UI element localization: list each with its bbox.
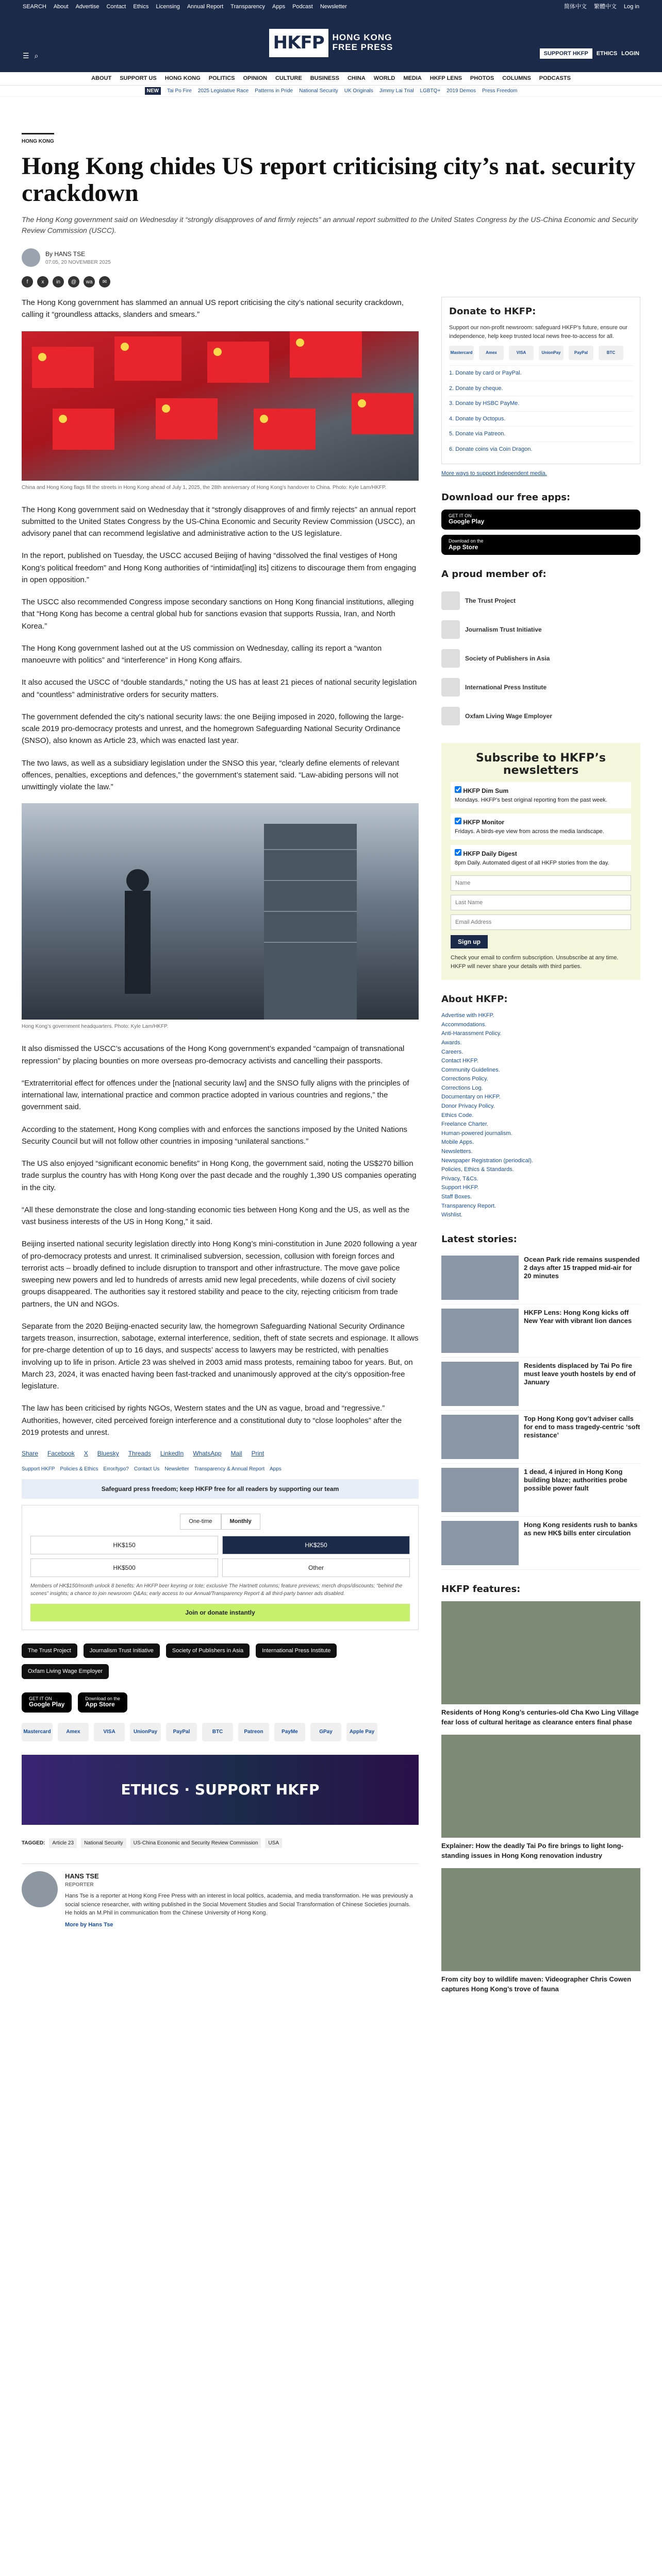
author-name[interactable]: HANS TSE [65, 1872, 99, 1880]
site-logo[interactable] [269, 29, 393, 57]
more-by-author-link[interactable]: More by Hans Tse [65, 1921, 113, 1928]
latest-stories [441, 1251, 640, 1570]
author-photo[interactable] [22, 1871, 58, 1907]
newsletter-option[interactable] [451, 782, 631, 808]
sidebar-app-store-badge[interactable] [441, 535, 640, 555]
publish-date: 07:05, 20 NOVEMBER 2025 [45, 259, 111, 265]
name-input[interactable] [451, 875, 631, 891]
payment-logo: VISA [94, 1723, 125, 1741]
newsletter-desc: Fridays. A birds-eye view from across the media landscape. [455, 828, 604, 835]
support-link[interactable]: Apps [269, 1466, 282, 1472]
about-link[interactable]: Staff Boxes. [441, 1194, 472, 1200]
about-link[interactable]: Newsletters. [441, 1148, 473, 1155]
member-name: Society of Publishers in Asia [465, 654, 550, 662]
newsletter-title: Subscribe to HKFP’s newsletters [475, 751, 606, 777]
share-link[interactable]: WhatsApp [193, 1450, 222, 1458]
about-link[interactable]: Freelance Charter. [441, 1121, 489, 1128]
about-link[interactable]: Accommodations. [441, 1021, 487, 1028]
store-small-label: Download on the [85, 1696, 120, 1701]
newsletter-option[interactable] [451, 814, 631, 840]
member-logo-icon [441, 678, 460, 697]
nav-item[interactable]: CHINA [347, 75, 366, 82]
payment-logo: Apple Pay [346, 1723, 377, 1741]
share-link[interactable]: Print [251, 1450, 264, 1458]
payment-logo: PayMe [274, 1723, 305, 1741]
utility-link[interactable]: About [53, 3, 69, 10]
nav-item[interactable]: WORLD [373, 75, 395, 82]
photo-caption: Hong Kong’s government headquarters. Photo: Kyle Lam/HKFP. [22, 1024, 169, 1030]
paragraph: The two laws, as well as a subsidiary legislation under the SNSO this year, “clearly define elements of relevant offences, penalties, exceptions and defences,” the government’s statement said. “Law-abiding persons will not unwittingly violate the law.” [22, 758, 400, 792]
share-icon[interactable]: ✉ [99, 276, 110, 287]
join-donate-button[interactable]: Join or donate instantly [30, 1604, 410, 1621]
about-link[interactable]: Transparency Report. [441, 1202, 496, 1209]
share-link[interactable]: Bluesky [97, 1450, 119, 1458]
story-thumbnail[interactable] [441, 1521, 519, 1565]
sidebar [441, 297, 640, 2002]
about-link[interactable]: Donor Privacy Policy. [441, 1103, 495, 1110]
newsletter-option[interactable] [451, 845, 631, 871]
amount-option[interactable]: HK$500 [30, 1558, 218, 1577]
member-badge[interactable]: Oxfam Living Wage Employer [22, 1664, 109, 1679]
amount-option[interactable]: Other [222, 1558, 410, 1577]
utility-links-left [23, 3, 347, 11]
paragraph: Beijing inserted national security legislation directly into Hong Kong’s mini-constitution in June 2020 following a year of pro-democracy protests and unrest. It criminalised subversion, secession, collusion with foreign forces and terrorist acts – broadly defined to include disruption to transport and other infrastructure. The move gave police sweeping new powers and led to hundreds of arrests amid new legal precedents, while dozens of civil society groups disappeared. The authorities say it restored stability and peace to the city, rejecting criticism from trade partners, the UN and NGOs. [22, 1240, 417, 1309]
utility-link[interactable]: SEARCH [23, 3, 46, 10]
sidebar-member-list [441, 586, 640, 731]
member-badge[interactable]: International Press Institute [256, 1643, 337, 1658]
feature-image[interactable] [441, 1735, 640, 1838]
section-label[interactable]: HONG KONG [22, 133, 54, 145]
newsletter-option-label [455, 820, 504, 826]
utility-link[interactable]: 简体中文 [564, 3, 587, 10]
utility-link[interactable]: 繁體中文 [594, 3, 617, 10]
flags-illustration [22, 331, 419, 481]
member-name: The Trust Project [465, 597, 516, 604]
amount-option[interactable]: HK$150 [30, 1536, 218, 1554]
newsletter-name: HKFP Monitor [461, 819, 505, 826]
email-input[interactable] [451, 914, 631, 930]
main-nav [0, 72, 662, 86]
sidebar-member[interactable] [441, 702, 640, 731]
support-link[interactable]: Policies & Ethics [60, 1466, 98, 1472]
share-icons [22, 276, 640, 287]
support-hkfp-button[interactable]: SUPPORT HKFP [540, 48, 592, 59]
about-links [441, 1011, 640, 1220]
subnav-link[interactable]: 2025 Legislative Race [197, 88, 249, 94]
story-thumbnail[interactable] [441, 1256, 519, 1300]
login-link[interactable]: LOGIN [621, 50, 639, 57]
store-name: App Store [85, 1701, 115, 1708]
share-icon[interactable]: in [53, 276, 64, 287]
about-link[interactable]: Advertise with HKFP. [441, 1012, 494, 1019]
feature-story[interactable] [441, 1868, 640, 1994]
story-thumbnail[interactable] [441, 1309, 519, 1353]
utility-bar [0, 0, 662, 13]
app-store-badge[interactable] [22, 1692, 72, 1713]
flags-photo [22, 331, 419, 481]
sidebar-member[interactable] [441, 673, 640, 702]
payment-logo: Mastercard [22, 1723, 53, 1741]
store-name: App Store [449, 543, 478, 551]
subnav-link[interactable]: 2019 Demos [446, 88, 476, 94]
subnav-link[interactable]: National Security [299, 88, 338, 94]
payment-logo: PayPal [569, 346, 593, 360]
about-link[interactable]: Ethics Code. [441, 1112, 474, 1118]
story-thumbnail[interactable] [441, 1415, 519, 1459]
nav-item[interactable]: PHOTOS [470, 75, 494, 82]
subnav-link[interactable]: Jimmy Lai Trial [379, 88, 414, 94]
payment-logo: VISA [509, 346, 534, 360]
about-link[interactable]: Corrections Policy. [441, 1076, 488, 1082]
paragraph: “Extraterritorial effect for offences under the [national security law] and the SNSO fully aligns with the principles of international law, international practice and common practice adopted in various countries and regions,” the government said. [22, 1078, 409, 1112]
store-name: Google Play [29, 1701, 65, 1708]
payment-logo: PayPal [166, 1723, 197, 1741]
about-link[interactable]: Privacy, T&Cs. [441, 1175, 478, 1182]
payment-logo: Amex [58, 1723, 89, 1741]
search-icon[interactable]: ⌕ [34, 52, 39, 60]
share-link[interactable]: Facebook [47, 1450, 75, 1458]
nav-item[interactable]: POLITICS [208, 75, 235, 82]
logo-line-2: FREE PRESS [332, 42, 393, 52]
feature-story[interactable] [441, 1735, 640, 1861]
tags-row [22, 1838, 419, 1848]
author-byline[interactable]: By HANS TSE [45, 250, 86, 258]
newsletter-name: HKFP Daily Digest [461, 850, 517, 858]
newsletter-checkbox[interactable] [455, 849, 461, 856]
share-icon[interactable]: wa [84, 276, 95, 287]
ethics-link[interactable]: ETHICS [596, 50, 618, 57]
newsletter-name: HKFP Dim Sum [461, 787, 509, 795]
utility-link[interactable]: Newsletter [320, 3, 347, 10]
tag-link[interactable]: Article 23 [49, 1838, 77, 1848]
member-badge[interactable]: The Trust Project [22, 1643, 77, 1658]
apps-heading: Download our free apps: [441, 492, 571, 503]
last-name-input[interactable] [451, 895, 631, 910]
support-link[interactable]: Contact Us [134, 1466, 160, 1472]
donate-text: Support our non-profit newsroom: safeguard HKFP’s future, ensure our independence, help keep trusted local news free-to-access for all. [449, 325, 627, 340]
subnav-link[interactable]: LGBTQ+ [420, 88, 441, 94]
amount-option[interactable]: HK$250 [222, 1536, 410, 1554]
payment-logo: BTC [599, 346, 623, 360]
feature-title[interactable]: Residents of Hong Kong’s centuries-old Cha Kwo Ling Village fear loss of cultural heritage as clearance enters final phase [441, 1708, 639, 1726]
article-body [22, 297, 419, 2002]
author-role: REPORTER [65, 1882, 94, 1888]
logo-mark: HKFP [269, 29, 328, 57]
payment-logo: Amex [479, 346, 504, 360]
paragraph: The USCC also recommended Congress impose secondary sanctions on Hong Kong financial institutions, alleging that “Hong Kong has become a central global hub for sanctions evasion that supports Russia, Iran, and North Korea.” [22, 598, 414, 631]
article-title: Hong Kong chides US report criticising city’s nat. security crackdown [22, 152, 636, 207]
member-badge[interactable]: Journalism Trust Initiative [84, 1643, 160, 1658]
support-link[interactable]: Newsletter [164, 1466, 189, 1472]
share-link[interactable]: LinkedIn [160, 1450, 184, 1458]
share-icon[interactable]: x [37, 276, 48, 287]
member-badges [22, 1643, 419, 1679]
story-title[interactable]: Hong Kong residents rush to banks as new HK$ bills enter circulation [524, 1520, 638, 1537]
utility-links-right [564, 3, 639, 11]
share-link[interactable]: X [84, 1450, 88, 1458]
nav-item[interactable]: PODCASTS [539, 75, 571, 82]
author-avatar[interactable] [22, 248, 40, 267]
newsletter-desc: Mondays. HKFP’s best original reporting from the past week. [455, 796, 607, 803]
utility-link[interactable]: Annual Report [187, 3, 224, 10]
tag-link[interactable]: US-China Economic and Security Review Commission [130, 1838, 261, 1848]
paragraph: The Hong Kong government said on Wednesday that it “strongly disapproves of and firmly rejects” an annual report submitted to the United States Congress by the US-China Economic and Security Review Commission (USCC), an advisory panel that can recommend legislative and administrative action to the US legislature. [22, 505, 416, 538]
donate-note: Members of HK$150/month unlock 8 benefits: An HKFP beer keyring or tote; exclusive The Hartnett columns; feature previews; merch drops/discounts; “behind the scenes” insights; a chance to join newsroom Q&As; early access to our Annual/Transparency Report & all third-party banner ads disabled. [30, 1583, 403, 1597]
store-small-label: GET IT ON [29, 1696, 52, 1701]
donate-option[interactable]: 6. Donate coins via Coin Dragon. [449, 442, 633, 457]
sidebar-payment-methods [449, 346, 633, 360]
article-lede: The Hong Kong government said on Wednesday it “strongly disapproves of and firmly rejects” an annual report submitted to the United States Congress by the US-China Economic and Security Review Commission (USCC). [22, 215, 638, 235]
support-links [22, 1465, 419, 1473]
payment-logo: Mastercard [449, 346, 474, 360]
nav-item[interactable]: MEDIA [403, 75, 422, 82]
payment-logo: UnionPay [130, 1723, 161, 1741]
about-heading: About HKFP: [441, 994, 508, 1005]
payment-logo: BTC [202, 1723, 233, 1741]
donate-option[interactable]: 5. Donate via Patreon. [449, 426, 633, 442]
building-illustration [22, 803, 419, 1020]
member-logo-icon [441, 620, 460, 639]
subnav-link[interactable]: Patterns in Pride [255, 88, 293, 94]
utility-link[interactable]: Contact [106, 3, 126, 10]
payment-methods [22, 1723, 419, 1741]
support-link[interactable]: Transparency & Annual Report [194, 1466, 264, 1472]
app-store-badges [22, 1692, 419, 1713]
donate-options [449, 365, 633, 456]
newsletter-options [451, 782, 631, 871]
utility-link[interactable]: Advertise [75, 3, 100, 10]
new-badge: NEW [145, 87, 161, 95]
about-link[interactable]: Careers. [441, 1048, 464, 1055]
safeguard-banner[interactable]: Safeguard press freedom; keep HKFP free for all readers by supporting our team [22, 1479, 419, 1499]
menu-icon[interactable]: ☰ [23, 52, 29, 60]
story-title[interactable]: Ocean Park ride remains suspended 2 days after 15 trapped mid-air for 20 minutes [524, 1255, 640, 1280]
share-icon[interactable]: f [22, 276, 33, 287]
feature-title[interactable]: From city boy to wildlife maven: Videographer Chris Cowen captures Hong Kong’s trove of fauna [441, 1975, 632, 1993]
subnav-link[interactable]: UK Originals [344, 88, 373, 94]
donate-option[interactable]: 3. Donate by HSBC PayMe. [449, 396, 633, 411]
site-header [0, 13, 662, 72]
story-thumbnail[interactable] [441, 1468, 519, 1512]
sidebar-member[interactable] [441, 586, 640, 615]
latest-heading: Latest stories: [441, 1233, 517, 1245]
features-heading: HKFP features: [441, 1583, 521, 1595]
paragraph: “All these demonstrate the close and long-standing economic ties between Hong Kong and the US, as well as the vast business interests of the US in Hong Kong,” it said. [22, 1205, 410, 1227]
utility-link[interactable]: Ethics [133, 3, 149, 10]
story-thumbnail[interactable] [441, 1362, 519, 1406]
paragraph: The US also enjoyed “significant economic benefits” in Hong Kong, the government said, noting the US$270 billion trade surplus the country has with Hong Kong over the past decade and the roughly 1,390 US companies operating in the city. [22, 1159, 417, 1192]
paragraph: The Hong Kong government lashed out at the US commission on Wednesday, calling its report a “wanton manoeuvre with politics” and “interference” in Hong Kong affairs. [22, 643, 382, 665]
amount-options [30, 1536, 410, 1577]
promo-banner[interactable]: ETHICS · SUPPORT HKFP [22, 1755, 419, 1825]
author-card [22, 1863, 419, 1929]
sidebar-member[interactable] [441, 644, 640, 673]
feature-image[interactable] [441, 1868, 640, 1971]
utility-link[interactable]: Podcast [292, 3, 313, 10]
newsletter-option-label [455, 788, 508, 794]
paragraph: The government defended the city’s national security laws: the one Beijing imposed in 2020, following the large-scale 2019 pro-democracy protests and unrest, and the homegrown Safeguarding National Security Ordinance (SNSO), also known as Article 23, which was enacted last year. [22, 712, 404, 745]
member-logo-icon [441, 591, 460, 610]
about-link[interactable]: Community Guidelines. [441, 1066, 500, 1073]
logo-line-1: HONG KONG [332, 32, 392, 43]
author-bio: Hans Tse is a reporter at Hong Kong Free Press with an interest in local politics, academia, and media transformation. He was previously a social science researcher, with writing published in the Social Movement Studies and Social Transformation of Chinese Societies journals. He holds an M.Phil in communication from the Chinese University of Hong Kong. [65, 1893, 413, 1917]
nav-item[interactable]: OPINION [243, 75, 267, 82]
donate-option[interactable]: 1. Donate by card or PayPal. [449, 365, 633, 381]
sidebar-app-store-badge[interactable] [441, 510, 640, 530]
nav-item[interactable]: HONG KONG [164, 75, 201, 82]
nav-item[interactable]: SUPPORT US [120, 75, 157, 82]
nav-item[interactable]: BUSINESS [310, 75, 339, 82]
share-icon[interactable]: @ [68, 276, 79, 287]
app-store-badge[interactable] [78, 1692, 127, 1713]
newsletter-checkbox[interactable] [455, 786, 461, 793]
tag-list [49, 1838, 282, 1848]
story-title[interactable]: Residents displaced by Tai Po fire must leave youth hostels by end of January [524, 1361, 636, 1386]
feature-story[interactable] [441, 1601, 640, 1727]
sidebar-app-badges [441, 510, 640, 555]
feature-image[interactable] [441, 1601, 640, 1704]
store-small-label: GET IT ON [449, 513, 472, 518]
paragraph: According to the statement, Hong Kong complies with and enforces the sanctions imposed by the United Nations Security Council but will not follow other countries in imposing “unilateral sanctions.” [22, 1125, 407, 1146]
donate-heading: Donate to HKFP: [449, 306, 536, 317]
paragraph: Separate from the 2020 Beijing-enacted security law, the homegrown Safeguarding National Security Ordinance targets treason, insurrection, sabotage, external interference, sedition, theft of state secrets and espionage. It allows for pre-charge detention of up to 16 days, and suspects’ access to lawyers may be restricted, with penalties involving up to life in prison. Article 23 was shelved in 2003 amid mass protests, remaining taboo for years. But, on March 23, 2024, it was enacted having been fast-tracked and unanimously approved at the city’s opposition-free legislature. [22, 1321, 419, 1391]
government-hq-photo [22, 803, 419, 1020]
newsletter-note: Check your email to confirm subscription. Unsubscribe at any time. HKFP will never share your details with third parties. [451, 955, 619, 970]
frequency-toggle [30, 1514, 410, 1530]
about-link[interactable]: Human-powered journalism. [441, 1130, 512, 1137]
nav-item[interactable]: CULTURE [275, 75, 302, 82]
donate-box [441, 297, 640, 464]
member-name: International Press Institute [465, 683, 547, 691]
newsletter-desc: 8pm Daily. Automated digest of all HKFP stories from the day. [455, 859, 609, 866]
latest-story[interactable] [441, 1358, 640, 1411]
byline [22, 248, 640, 267]
member-name: Journalism Trust Initiative [465, 625, 542, 633]
paragraph: In the report, published on Tuesday, the USCC accused Beijing of having “dissolved the final vestiges of Hong Kong’s political freedom” and Hong Kong authorities of “intimidat[ing] its] citizens to discourage them from engaging in open opposition.” [22, 551, 417, 584]
store-name: Google Play [449, 518, 485, 526]
header-icons [23, 50, 38, 61]
paragraph: The Hong Kong government has slammed an annual US report criticising the city’s national security crackdown, calling it “groundless attacks, slanders and smears.” [22, 298, 404, 319]
share-link[interactable]: Mail [230, 1450, 242, 1458]
more-ways-link[interactable]: More ways to support independent media. [441, 470, 547, 477]
paragraph: The law has been criticised by rights NGOs, Western states and the UN as vague, broad and “regressive.” Authorities, however, cited perceived foreign interference and a constitutional duty to “close loopholes” after the 2019 protests and unrest. [22, 1404, 402, 1437]
sub-nav [0, 86, 662, 97]
subnav-link[interactable]: Tai Po Fire [167, 88, 192, 94]
story-title[interactable]: HKFP Lens: Hong Kong kicks off New Year with vibrant lion dances [524, 1308, 632, 1325]
story-title[interactable]: Top Hong Kong gov’t adviser calls for end to mass tragedy-centric ‘soft resistance’ [524, 1414, 640, 1439]
about-link[interactable]: Policies, Ethics & Standards. [441, 1166, 514, 1173]
sidebar-member[interactable] [441, 615, 640, 644]
signup-button[interactable]: Sign up [451, 935, 488, 948]
tags-label: TAGGED: [22, 1840, 45, 1846]
sub-nav-links [167, 87, 517, 95]
story-title[interactable]: 1 dead, 4 injured in Hong Kong building blaze; authorities probe possible power fault [524, 1467, 627, 1493]
member-name: Oxfam Living Wage Employer [465, 712, 552, 720]
paragraph: It also dismissed the USCC’s accusations of the Hong Kong government’s expanded “campaign of transnational repression” by placing bounties on more overseas pro-democracy activists and cancelling their passports. [22, 1044, 405, 1065]
about-link[interactable]: Anti-Harassment Policy. [441, 1030, 502, 1037]
tag-link[interactable]: National Security [81, 1838, 126, 1848]
frequency-option[interactable]: Monthly [221, 1514, 260, 1530]
newsletter-box [441, 743, 640, 980]
member-logo-icon [441, 649, 460, 668]
header-actions [540, 48, 639, 59]
about-link[interactable]: Wishlist. [441, 1212, 462, 1218]
latest-story[interactable] [441, 1464, 640, 1517]
about-link[interactable]: Newspaper Registration (periodical). [441, 1157, 533, 1164]
payment-logo: Patreon [238, 1723, 269, 1741]
member-badge[interactable]: Society of Publishers in Asia [166, 1643, 250, 1658]
utility-link[interactable]: Transparency [230, 3, 265, 10]
page-content [22, 97, 640, 2002]
newsletter-checkbox[interactable] [455, 818, 461, 824]
payment-logo: GPay [310, 1723, 341, 1741]
share-links [22, 1449, 419, 1458]
feature-title[interactable]: Explainer: How the deadly Tai Po fire brings to light long-standing issues in Hong Kong renovation industry [441, 1841, 623, 1860]
latest-story[interactable] [441, 1517, 640, 1570]
donate-option[interactable]: 4. Donate by Octopus. [449, 411, 633, 427]
about-link[interactable]: Mobile Apps. [441, 1139, 474, 1146]
latest-story[interactable] [441, 1411, 640, 1464]
donate-option[interactable]: 2. Donate by cheque. [449, 381, 633, 396]
newsletter-option-label [455, 851, 517, 857]
latest-story[interactable] [441, 1251, 640, 1304]
frequency-option[interactable]: One-time [180, 1514, 221, 1530]
utility-link[interactable]: Licensing [156, 3, 180, 10]
support-link[interactable]: Support HKFP [22, 1466, 55, 1472]
utility-link[interactable]: Log in [624, 3, 639, 10]
about-link[interactable]: Support HKFP. [441, 1184, 479, 1191]
nav-item[interactable]: HKFP LENS [429, 75, 462, 82]
member-logo-icon [441, 707, 460, 725]
share-link[interactable]: Share [22, 1450, 39, 1458]
support-link[interactable]: Error/typo? [103, 1466, 129, 1472]
store-small-label: Download on the [449, 538, 484, 544]
nav-item[interactable]: ABOUT [91, 75, 112, 82]
nav-item[interactable]: COLUMNS [502, 75, 531, 82]
utility-link[interactable]: Apps [272, 3, 286, 10]
photo-caption: China and Hong Kong flags fill the streets in Hong Kong ahead of July 1, 2025, the 28th anniversary of Hong Kong’s handover to China. Photo: Kyle Lam/HKFP. [22, 484, 387, 490]
feature-stories [441, 1601, 640, 1994]
member-heading: A proud member of: [441, 568, 547, 580]
tag-link[interactable]: USA [265, 1838, 282, 1848]
latest-story[interactable] [441, 1304, 640, 1358]
subnav-link[interactable]: Press Freedom [482, 88, 518, 94]
about-link[interactable]: Awards. [441, 1039, 462, 1046]
donate-widget [22, 1505, 419, 1630]
about-link[interactable]: Corrections Log. [441, 1084, 483, 1091]
about-link[interactable]: Documentary on HKFP. [441, 1094, 501, 1100]
paragraph: It also accused the USCC of “double standards,” noting the US has at least 21 pieces of national security legislation and “countless” administrative orders for security matters. [22, 678, 417, 699]
payment-logo: UnionPay [539, 346, 564, 360]
about-link[interactable]: Contact HKFP. [441, 1058, 478, 1064]
share-link[interactable]: Threads [128, 1450, 151, 1458]
